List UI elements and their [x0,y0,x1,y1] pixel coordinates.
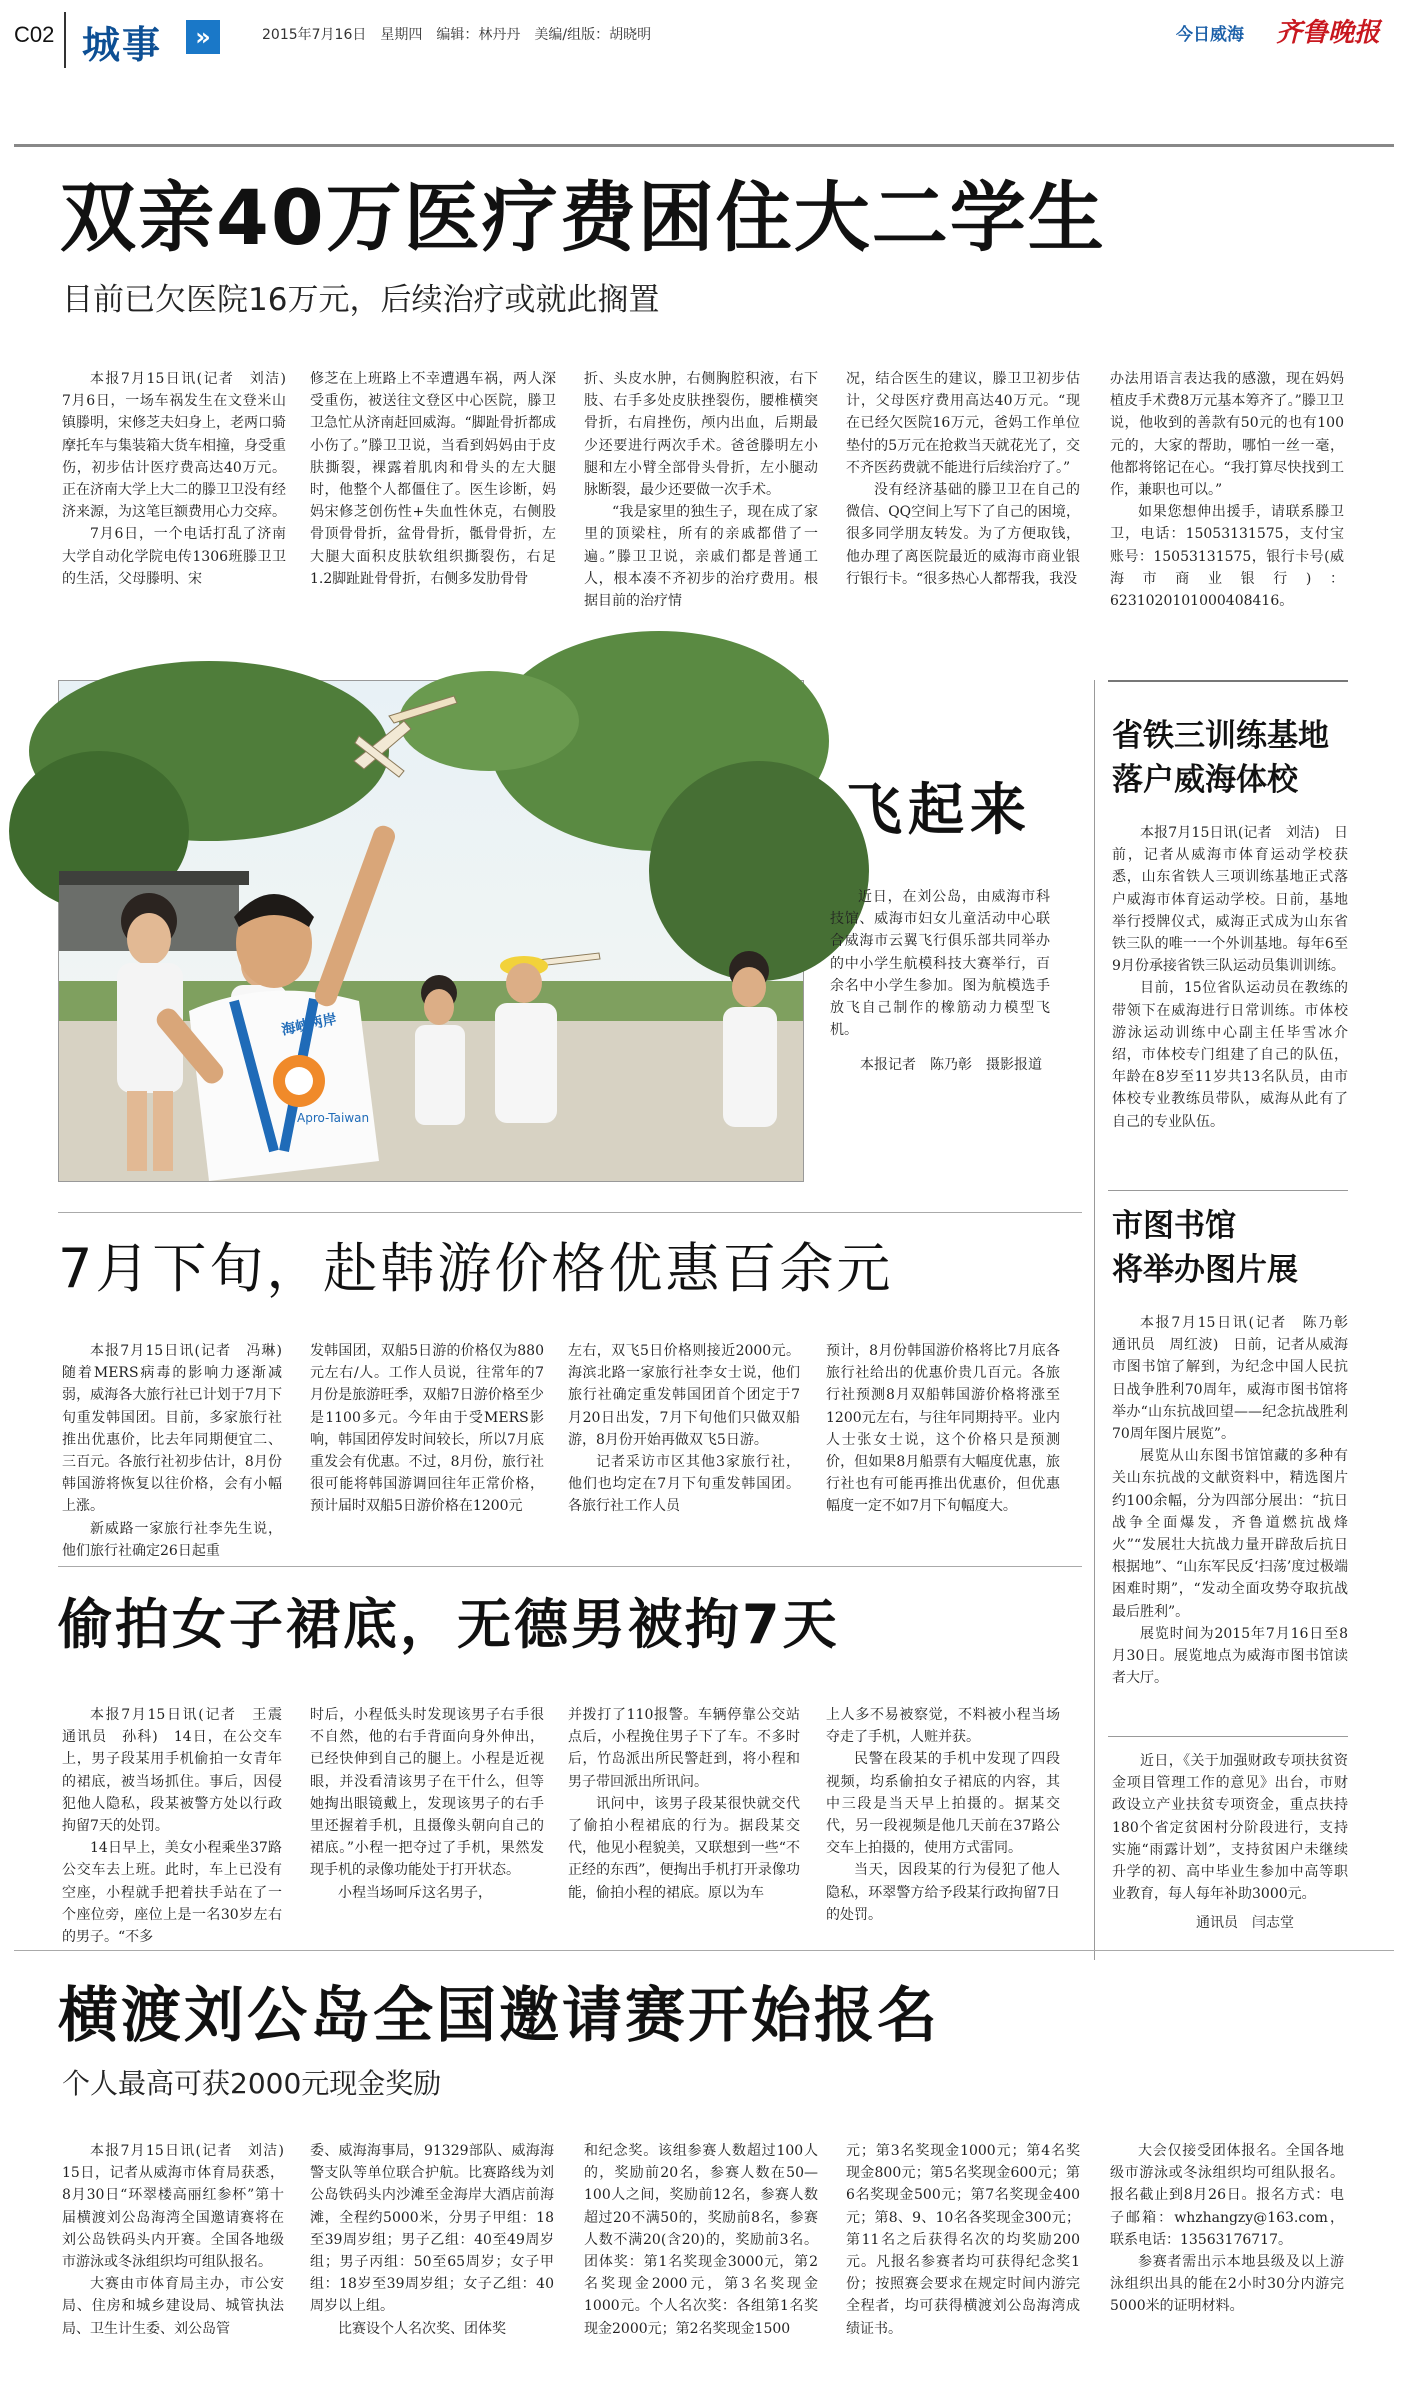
paragraph: 本报7月15日讯(记者 陈乃彰 通讯员 周红波) 日前，记者从威海市图书馆了解到，为纪念中国人民抗日战争胜利70周年，威海市图书馆将举办“山东抗战回望——纪念抗战胜利70周年图片展览”。 [1112,1315,1362,1443]
side1-title [1112,714,1352,802]
paragraph: 本报7月15日讯(记者 刘洁) 7月6日，一场车祸发生在文登米山镇滕明，宋修芝夫妇身上，老两口骑摩托车与集装箱大货车相撞，身受重伤，初步估计医疗费高达40万元。正在济南大学上大二的滕卫卫没有经济来源，为这笔巨额费用心力交瘁。 [62,371,300,521]
paragraph: 况，结合医生的建议，滕卫卫初步估计，父母医疗费用高达40万元。“现在已经欠医院16万元，爸妈工作单位垫付的5万元在抢救当天就花光了，交不齐医药费就不能进行后续治疗了。” [846,371,1080,476]
paragraph: 新威路一家旅行社李先生说，他们旅行社确定26日起重 [62,1520,282,1559]
paragraph: 左右，双飞5日价格则接近2000元。海滨北路一家旅行社李女士说，他们旅行社确定重发韩国团首个团定于7月20日出发，7月下旬他们只做双船游，8月份开始再做双飞5日游。 [568,1343,800,1448]
paragraph: 参赛者需出示本地县级及以上游泳组织出具的能在2小时30分内游完5000米的证明材料。 [1110,2254,1344,2315]
article3-col3 [568,1704,800,1924]
article1-col1 [62,368,300,618]
paragraph: 当天，因段某的行为侵犯了他人隐私，环翠警方给予段某行政拘留7日的处罚。 [826,1862,1060,1923]
paragraph: 展览从山东图书馆馆藏的多种有关山东抗战的文献资料中，精选图片约100余幅，分为四部分展出：“抗日战争全面爆发，齐鲁道燃抗战烽火”“发展壮大抗战力量开辟敌后抗日根据地”、“山东军民反‘扫荡’度过极端困难时期”，“发动全面攻势夺取抗战最后胜利”。 [1112,1448,1348,1620]
side1-body [1112,822,1348,1162]
paragraph: 本报7月15日讯(记者 冯琳) 随着MERS病毒的影响力逐渐减弱，威海各大旅行社已计划于7月下旬重发韩国团。目前，多家旅行社推出优惠价，比去年同期便宜二、三百元。各旅行社初步估计，8月份韩国游将恢复以往价格，会有小幅上涨。 [62,1343,296,1515]
paragraph: 比赛设个人名次奖、团体奖 [338,2320,506,2337]
brief-credit: 通讯员 闫志堂 [1196,1915,1294,1931]
header-rule [14,144,1394,147]
paragraph: 大会仅接受团体报名。全国各地级市游泳或冬泳组织均可组队报名。报名截止到8月26日。报名方式：电子邮箱：whzhangzy@163.com，联系电话：13563176717。 [1110,2143,1344,2248]
paragraph: 小程当场呵斥这名男子， [338,1884,492,1901]
brief-body [1112,1750,1348,1904]
article2-col4 [826,1340,1060,1545]
side2-title [1112,1204,1352,1292]
article2-col3 [568,1340,800,1545]
article4-col4 [846,2140,1080,2372]
header-divider [64,12,66,68]
sidebar-rule-2 [1108,1190,1348,1191]
paragraph: 并拨打了110报警。车辆停靠公交站点后，小程挽住男子下了车。不多时后，竹岛派出所民警赶到，将小程和男子带回派出所讯问。 [568,1707,800,1790]
photo-story-body [830,886,1050,1046]
section-arrow-icon: » [186,20,220,54]
article4-title: 横渡刘公岛全国邀请赛开始报名 [58,1981,940,2051]
paragraph: 展览时间为2015年7月16日至8月30日。展览地点为威海市图书馆读者大厅。 [1112,1625,1348,1687]
paragraph: 修芝在上班路上不幸遭遇车祸，两人深受重伤，被送往文登区中心医院，滕卫卫急忙从济南赶回威海。“脚趾骨折都成小伤了。”滕卫卫说，当看到妈妈由于皮肤撕裂，裸露着肌肉和骨头的左大腿时，他整个人都僵住了。医生诊断，妈妈宋修芝创伤性+失血性休克，右侧股骨顶骨骨折，盆骨骨折，骶骨骨折，左大腿大面积皮肤软组织撕裂伤，右足1.2脚趾趾骨骨折，右侧多发肋骨骨 [310,371,556,587]
article4-col5 [1110,2140,1344,2372]
side1-title-line1: 省铁三训练基地 [1112,718,1329,754]
news-photo [58,680,804,1182]
sidebar-rule-3 [1108,1736,1348,1737]
paragraph: 委、威海海事局，91329部队、威海海警支队等单位联合护航。比赛路线为刘公岛铁码头内沙滩至金海岸大酒店前海滩，全程约5000米，分男子甲组：18至39周岁组；男子乙组：40至49周岁组；男子丙组：50至65周岁；女子甲组：18岁至39周岁组；女子乙组：40周岁以上组。 [310,2143,554,2315]
article2-title: 7月下旬，赴韩游价格优惠百余元 [58,1237,894,1300]
photo-credit: 本报记者 陈乃彰 摄影报道 [860,1057,1042,1073]
side2-title-line2: 将举办图片展 [1112,1252,1298,1288]
article3-title: 偷拍女子裙底，无德男被拘7天 [58,1593,840,1656]
paragraph: “我是家里的独生子，现在成了家里的顶梁柱，所有的亲戚都借了一遍。”滕卫卫说，亲戚们都是普通工人，根本凑不齐初步的治疗费用。根据目前的治疗情 [584,504,818,610]
shirt-print-text: 海峡两岸 [280,1011,339,1039]
article4-col2 [310,2140,554,2372]
article4-rule [14,1950,1394,1951]
article3-col4 [826,1704,1060,1924]
paragraph: 大赛由市体育局主办，市公安局、住房和城乡建设局、城管执法局、卫生计生委、刘公岛管 [62,2276,284,2337]
article4-col3 [584,2140,818,2372]
paragraph: 没有经济基础的滕卫卫在自己的微信、QQ空间上写下了自己的困境，很多同学朋友转发。为了方便取钱，他办理了离医院最近的威海市商业银行银行卡。“很多热心人都帮我，我没 [846,482,1080,587]
sidebar-top-rule [1108,680,1348,682]
page-header [0,0,1409,80]
article1-col5 [1110,368,1344,618]
side2-title-line1: 市图书馆 [1112,1208,1236,1244]
paragraph: 14日早上，美女小程乘坐37路公交车去上班。此时，车上已没有空座，小程就手把着扶手站在了一个座位旁，座位上是一名30岁左右的男子。“不多 [62,1840,282,1946]
paragraph: 和纪念奖。该组参赛人数超过100人的，奖励前20名，参赛人数在50—100人之间，奖励前12名，参赛人数超过20不满50的，奖励前8名，参赛人数不满20(含20)的，奖励前3名。团体奖：第1名奖现金3000元，第2名奖现金2000元，第3名奖现金1000元。个人名次奖：各组第1名奖现金2000元；第2名奖现金1500 [584,2143,818,2337]
paragraph: 预计，8月份韩国游价格将比7月底各旅行社给出的优惠价贵几百元。各旅行社预测8月双船韩国游价格将涨至1200元左右，与往年同期持平。业内人士张女士说，这个价格只是预测价，但如果8月船票有大幅度优惠，旅行社也有可能再推出优惠价，但优惠幅度一定不如7月下旬幅度大。 [826,1343,1060,1515]
paragraph: 折、头皮水肿，右侧胸腔积液，右下肢、右手多处皮肤挫裂伤，腰椎横突骨折，右肩挫伤，颅内出血，后期最少还要进行两次手术。爸爸滕明左小腿和左小臂全部骨头骨折，左小腿动脉断裂，最少还要做一次手术。 [584,371,818,499]
page-number: C02 [14,22,55,47]
paragraph: 元；第3名奖现金1000元；第4名奖现金800元；第5名奖现金600元；第6名奖现金500元；第7名奖现金400元；第8、9、10名各奖现金300元；第11名之后获得名次的均奖励200元。凡报名参赛者均可获得纪念奖1份；按照赛会要求在规定时间内游完全程者，均可获得横渡刘公岛海湾成绩证书。 [846,2143,1080,2337]
article1-col2 [310,368,556,618]
paragraph: 本报7月15日讯(记者 王震 通讯员 孙科) 14日，在公交车上，男子段某用手机偷拍一女青年的裙底，被当场抓住。事后，因侵犯他人隐私，段某被警方处以行政拘留7天的处罚。 [62,1707,296,1835]
photo-story-title: 飞起来 [846,778,1032,843]
article1-subtitle: 目前已欠医院16万元，后续治疗或就此搁置 [62,282,660,318]
paragraph: 办法用语言表达我的感激，现在妈妈植皮手术费8万元基本筹齐了。”滕卫卫说，他收到的善款有50元的也有100元的，大家的帮助，哪怕一丝一毫，他都将铭记在心。“我打算尽快找到工作，兼职也可以。” [1110,371,1344,499]
article3-col1 [62,1704,296,1946]
paragraph: 如果您想伸出援手，请联系滕卫卫，电话：15053131575，支付宝账号：15053131575，银行卡号(威海市商业银行)：6231020101000408416。 [1110,504,1344,610]
article2-col1 [62,1340,296,1559]
paragraph: 近日，在刘公岛，由威海市科技馆、威海市妇女儿童活动中心联合威海市云翼飞行俱乐部共同举办的中小学生航模科技大赛举行，百余名中小学生参加。图为航模选手放飞自己制作的橡筋动力模型飞机。 [830,889,1050,1039]
kids-flying-model-planes-image [59,681,803,1181]
sidebar-divider [1094,680,1095,1960]
paragraph: 本报7月15日讯(记者 刘洁) 日前，记者从威海市体育运动学校获悉，山东省铁人三项训练基地正式落户威海市体育运动学校。日前，基地举行授牌仪式，威海正式成为山东省铁三队的唯一一个外训基地。每年6至9月份承接省铁三队运动员集训训练。 [1112,825,1348,975]
article1-col3 [584,368,818,618]
shirt-print-text-en: Apro-Taiwan [297,1111,370,1125]
paragraph: 近日，《关于加强财政专项扶贫资金项目管理工作的意见》出台，市财政设立产业扶贫专项资金，重点扶持180个省定贫困村分阶段进行，支持实施“雨露计划”，支持贫困户未继续升学的初、高中毕业生参加中高等职业教育，每人每年补助3000元。 [1112,1753,1348,1903]
side2-body [1112,1312,1362,1728]
paragraph: 目前，15位省队运动员在教练的带领下在威海进行日常训练。市体校游泳运动训练中心副主任毕雪冰介绍，市体校专门组建了自己的队伍，年龄在8岁至11岁共13名队员，由市体校专业教练员带队，威海从此有了自己的专业队伍。 [1112,980,1348,1130]
paragraph: 记者采访市区其他3家旅行社，他们也均定在7月下旬重发韩国团。各旅行社工作人员 [568,1454,800,1515]
side1-title-line2: 落户威海体校 [1112,762,1298,798]
article1-title: 双亲40万医疗费困住大二学生 [60,173,1106,262]
paragraph: 7月6日，一个电话打乱了济南大学自动化学院电传1306班滕卫卫的生活，父母滕明、宋 [62,526,286,587]
paragraph: 本报7月15日讯(记者 刘洁) 15日，记者从威海市体育局获悉，8月30日“环翠楼高丽红参杯”第十届横渡刘公岛海湾全国邀请赛将在刘公岛铁码头内开赛。全国各地级市游泳或冬泳组织均可组队报名。 [62,2143,298,2271]
article4-col1 [62,2140,298,2372]
paper-logo: 齐鲁晚报 [1276,18,1381,48]
article2-rule [58,1212,1082,1213]
issue-meta: 2015年7月16日 星期四 编辑：林丹丹 美编/组版：胡晓明 [262,27,652,43]
article3-col2 [310,1704,544,1924]
paragraph: 民警在段某的手机中发现了四段视频，均系偷拍女子裙底的内容，其中三段是当天早上拍摄的。据某交代，另一段视频是他几天前在37路公交车上拍摄的，使用方式雷同。 [826,1751,1060,1857]
region-label: 今日威海 [1176,25,1244,45]
paragraph: 发韩国团，双船5日游的价格仅为880元左右/人。工作人员说，往常年的7月份是旅游旺季，双船7日游价格至少是1100多元。今年由于受MERS影响，韩国团停发时间较长，所以7月底重发会有优惠。不过，8月份，旅行社很可能将韩国游调回往年正常价格，预计届时双船5日游价格在1200元 [310,1343,544,1515]
article4-subtitle: 个人最高可获2000元现金奖励 [62,2067,442,2100]
section-name: 城事 [82,23,163,67]
article3-rule [58,1566,1082,1567]
paragraph: 讯问中，该男子段某很快就交代了偷拍小程裙底的行为。据段某交代，他见小程貌美，又联想到一些“不正经的东西”，便掏出手机打开录像功能，偷拍小程的裙底。原以为车 [568,1795,800,1901]
article2-col2 [310,1340,544,1545]
paragraph: 上人多不易被察觉，不料被小程当场夺走了手机，人赃并获。 [826,1707,1060,1746]
article1-col4 [846,368,1080,618]
paragraph: 时后，小程低头时发现该男子右手很不自然，他的右手背面向身外伸出，已经快伸到自己的腿上。小程是近视眼，并没看清该男子在干什么，但等她掏出眼镜戴上，发现该男子的右手里还握着手机，且摄像头朝向自己的裙底。”小程一把夺过了手机，果然发现手机的录像功能处于打开状态。 [310,1707,544,1879]
